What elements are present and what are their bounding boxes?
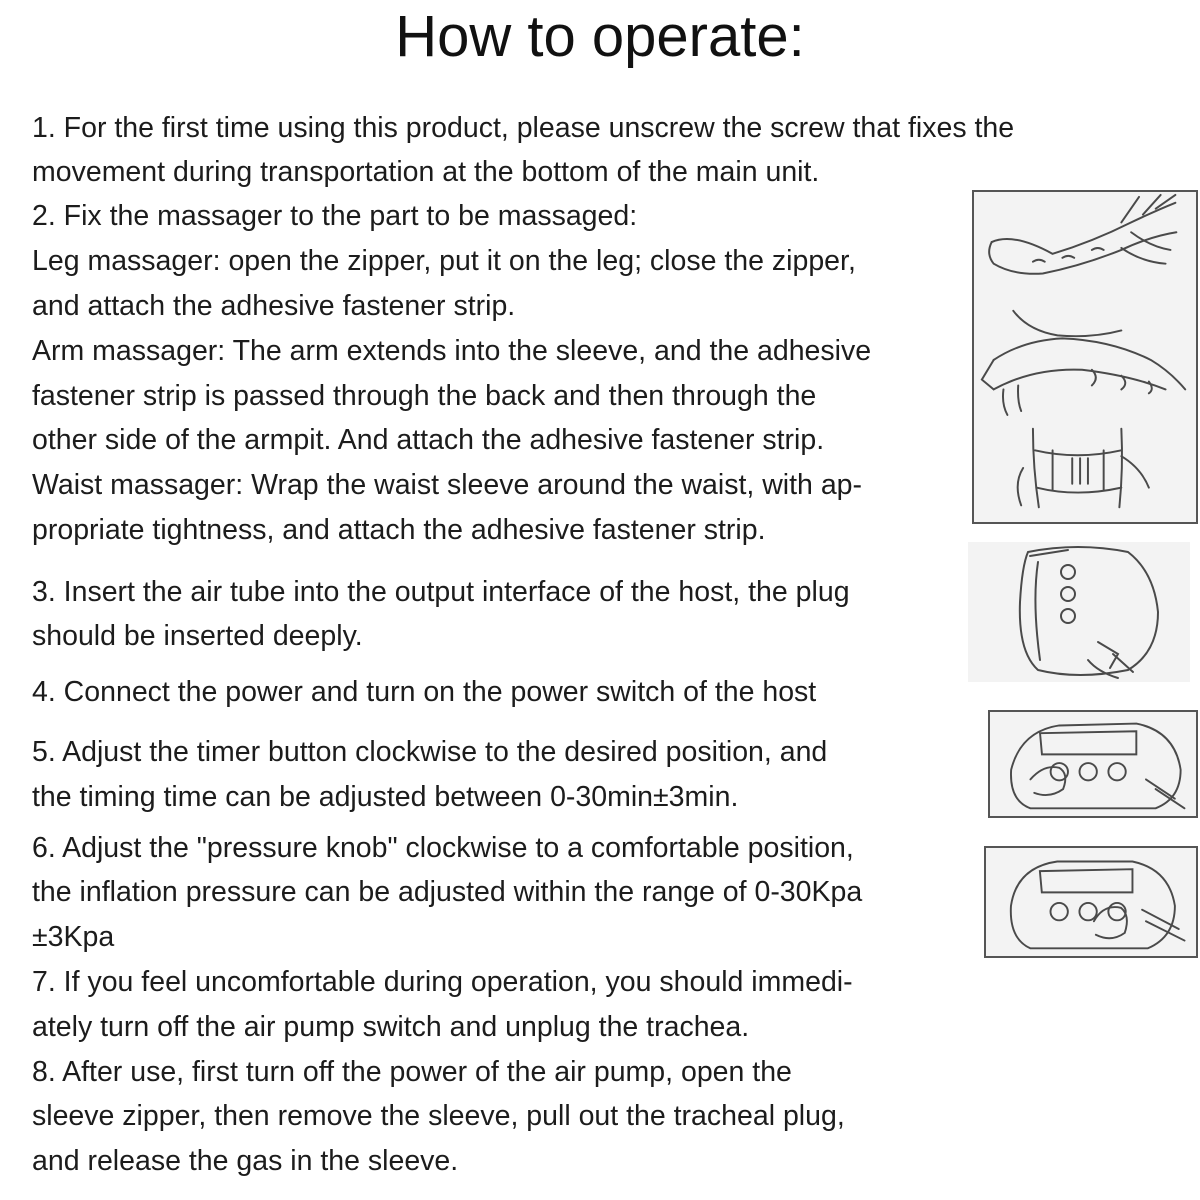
leg-massager-line-2: and attach the adhesive fastener strip. [32, 290, 516, 322]
arm-massager-line-3: other side of the armpit. And attach the adhesive fastener strip. [32, 424, 825, 456]
step-1-line-1: 1. For the first time using this product, please unscrew the screw that fixes the [32, 112, 1015, 144]
pressure-knob-illustration [984, 846, 1198, 958]
step-8-line-3: and release the gas in the sleeve. [32, 1145, 459, 1177]
step-3-line-1: 3. Insert the air tube into the output interface of the host, the plug [32, 576, 850, 608]
leg-massager-line-1: Leg massager: open the zipper, put it on the leg; close the zipper, [32, 245, 856, 277]
step-8-line-2: sleeve zipper, then remove the sleeve, pull out the tracheal plug, [32, 1100, 845, 1132]
air-tube-illustration [968, 542, 1190, 682]
step-7-line-1: 7. If you feel uncomfortable during operation, you should immedi- [32, 966, 853, 998]
step-6-line-2: the inflation pressure can be adjusted within the range of 0-30Kpa [32, 876, 863, 908]
arm-massager-line-1: Arm massager: The arm extends into the sleeve, and the adhesive [32, 335, 872, 367]
step-8-line-1: 8. After use, first turn off the power of the air pump, open the [32, 1056, 792, 1088]
step-2-heading: 2. Fix the massager to the part to be massaged: [32, 200, 638, 232]
step-6-line-1: 6. Adjust the "pressure knob" clockwise to a comfortable position, [32, 832, 854, 864]
step-4-line-1: 4. Connect the power and turn on the power switch of the host [32, 676, 817, 708]
waist-massager-line-2: propriate tightness, and attach the adhesive fastener strip. [32, 514, 766, 546]
timer-knob-illustration [988, 710, 1198, 818]
step-3-line-2: should be inserted deeply. [32, 620, 363, 652]
step-1-line-2: movement during transportation at the bottom of the main unit. [32, 156, 820, 188]
waist-massager-line-1: Waist massager: Wrap the waist sleeve around the waist, with ap- [32, 469, 863, 501]
step-5-line-2: the timing time can be adjusted between 0-30min±3min. [32, 781, 739, 813]
arm-massager-line-2: fastener strip is passed through the back and then through the [32, 380, 817, 412]
sleeves-illustration [972, 190, 1198, 524]
step-7-line-2: ately turn off the air pump switch and unplug the trachea. [32, 1011, 750, 1043]
page-title: How to operate: [395, 4, 805, 69]
step-5-line-1: 5. Adjust the timer button clockwise to the desired position, and [32, 736, 828, 768]
step-6-line-3: ±3Kpa [32, 921, 115, 953]
